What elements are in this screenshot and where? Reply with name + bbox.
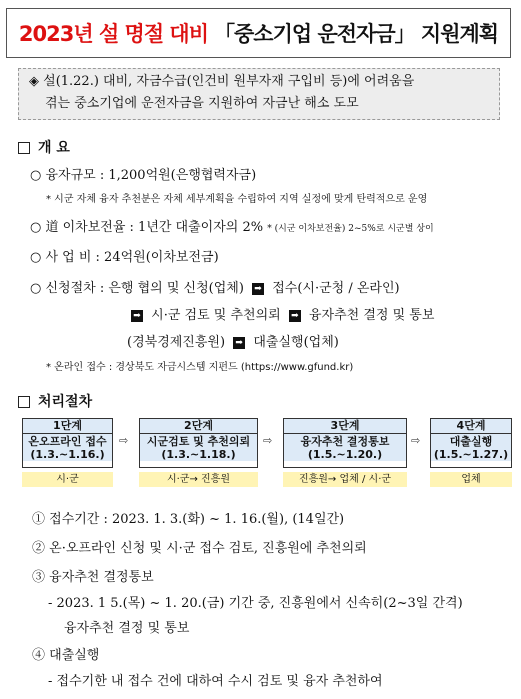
arrow-icon: ➡	[233, 337, 245, 349]
step-period: (1.3.~1.16.)	[30, 448, 105, 461]
arrow-icon: ➡	[289, 310, 301, 322]
step-agent: 진흥원→ 업체 / 시·군	[283, 472, 407, 487]
procedure-line2: ➡ 시·군 검토 및 추천의뢰 ➡ 융자추천 결정 및 통보	[127, 304, 434, 323]
online-note: * 온라인 접수 : 경상북도 자금시스템 지펀드 (https://www.gfund.kr)	[46, 362, 354, 373]
interest-line: ○ 道 이차보전율 : 1년간 대출이자의 2% * (시군 이차보전율) 2~5%로 시군별 상이	[30, 220, 434, 235]
budget-line: ○ 사 업 비 : 24억원(이차보전금)	[30, 250, 219, 265]
scale-line: ○ 융자규모 : 1,200억원(은행협력자금)	[30, 168, 257, 183]
procedure-line3: (경북경제진흥원) ➡ 대출실행(업체)	[127, 335, 339, 350]
summary-line1: ◈ 설(1.22.) 대비, 자금수급(인건비 원부자재 구입비 등)에 어려움을	[29, 74, 415, 89]
step-name: 융자추천 결정통보	[300, 435, 390, 448]
detail-3b: 융자추천 결정 및 통보	[64, 621, 190, 636]
step-stage: 4단계	[431, 419, 511, 434]
step-agent: 시·군→ 진흥원	[139, 472, 258, 487]
detail-3: ③ 융자추천 결정통보	[32, 570, 154, 585]
chevron-right-icon: ⇨	[411, 434, 421, 447]
detail-3a: - 2023. 1 5.(목) ~ 1. 20.(금) 기간 중, 진흥원에서 신속히(2~3일 간격)	[48, 596, 463, 611]
checkbox-icon	[18, 396, 30, 408]
process-heading: 처리절차	[18, 391, 92, 411]
step-stage: 2단계	[140, 419, 257, 434]
step-name: 시군검토 및 추천의뢰	[146, 435, 251, 448]
title-red: 2023년 설 명절 대비	[18, 22, 209, 46]
step-2	[139, 418, 258, 468]
detail-4: ④ 대출실행	[32, 648, 100, 663]
arrow-icon: ➡	[131, 310, 143, 322]
title-box	[6, 8, 511, 58]
step-1	[22, 418, 113, 468]
step-agent: 시·군	[22, 472, 113, 487]
title-black: 「중소기업 운전자금」 지원계획	[214, 22, 499, 46]
step-period: (1.5.~1.27.)	[433, 448, 509, 461]
overview-heading: 개 요	[18, 137, 70, 157]
detail-1: ① 접수기간 : 2023. 1. 3.(화) ~ 1. 16.(월), (14일간)	[32, 512, 345, 527]
scale-note: * 시군 자체 융자 추천분은 자체 세부계획을 수립하여 지역 실정에 맞게 탄력적으로 운영	[46, 194, 428, 205]
detail-4a: - 접수기한 내 접수 건에 대하여 수시 검토 및 융자 추천하여	[48, 674, 383, 689]
step-agent: 업체	[430, 472, 512, 487]
summary-box	[18, 68, 500, 120]
step-period: (1.5.~1.20.)	[307, 448, 383, 461]
step-name: 대출실행	[449, 435, 493, 448]
chevron-right-icon: ⇨	[263, 434, 273, 447]
arrow-icon: ➡	[252, 283, 264, 295]
step-stage: 3단계	[284, 419, 406, 434]
interest-note: * (시군 이차보전율) 2~5%로 시군별 상이	[267, 224, 434, 234]
step-stage: 1단계	[23, 419, 112, 434]
procedure-line1: ○ 신청절차 : 은행 협의 및 신청(업체) ➡ 접수(시·군청 / 온라인)	[30, 281, 400, 296]
step-3	[283, 418, 407, 468]
step-name: 온오프라인 접수	[28, 435, 107, 448]
detail-2: ② 온·오프라인 신청 및 시·군 접수 검토, 진흥원에 추천의뢰	[32, 541, 367, 556]
step-period: (1.3.~1.18.)	[161, 448, 236, 461]
chevron-right-icon: ⇨	[119, 434, 129, 447]
summary-line2: 겪는 중소기업에 운전자금을 지원하여 자금난 해소 도모	[45, 96, 359, 111]
checkbox-icon	[18, 142, 30, 154]
step-4	[430, 418, 512, 468]
